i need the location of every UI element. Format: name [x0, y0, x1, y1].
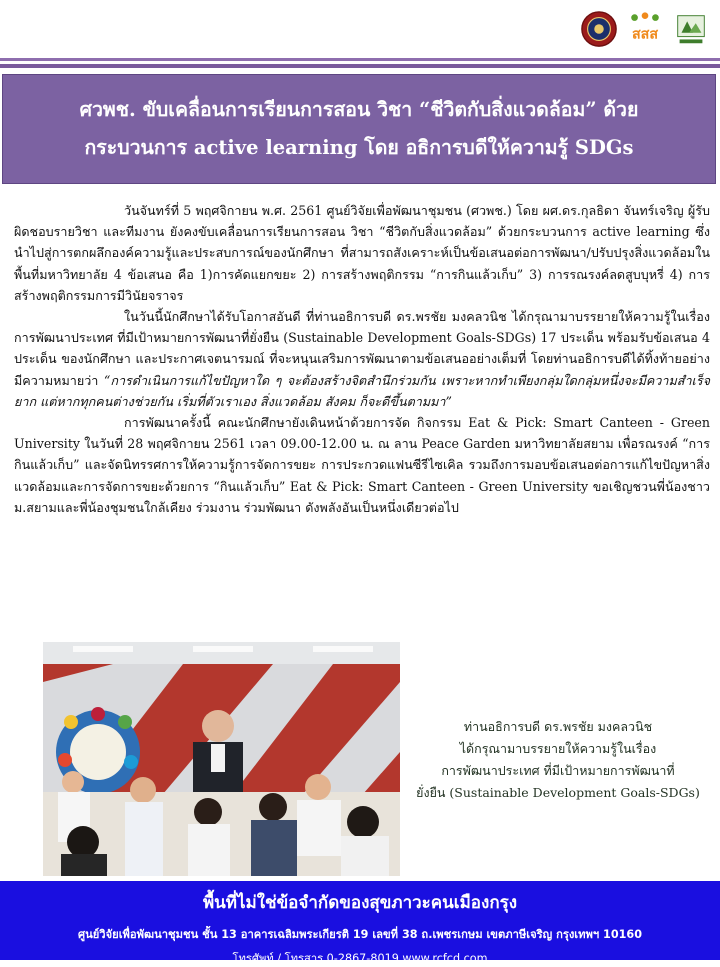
footer-banner — [0, 881, 720, 965]
article-paragraph-3: การพัฒนาครั้งนี้ คณะนักศึกษายังเดินหน้าด้วยการจัด กิจกรรม Eat & Pick: Smart Canteen - Green University ในวันที่ 28 พฤศจิกายน 2561 เวลา 09.00-12.00 น. ณ ลาน Peace Garden มหาวิทยาลัยสยาม เพื่อรณรงค์ “การกินแล้วเก็บ” และจัดนิทรรศการให้ความรู้การจัดการขยะ การประกวดแฟนซีรีไซเคิล รวมถึงการมอบข้อเสนอต่อการแก้ไขปัญหาสิ่งแวดล้อมและการจัดการขยะด้วยการ “กินแล้วเก็บ” Eat & Pick: Smart Canteen - Green University ขอเชิญชวนพี่น้องชาว ม.สยามและพี่น้องชุมชนใกล้เคียง ร่วมงาน ร่วมพัฒนา ดังพลังอันเป็นหนึ่งเดียวต่อไป — [14, 415, 710, 515]
caption-line-3: การพัฒนาประเทศ ที่มีเป้าหมายการพัฒนาที่ — [441, 763, 675, 778]
thaihealth-logo-icon — [626, 10, 664, 48]
caption-line-1: ท่านอธิการบดี ดร.พรชัย มงคลวนิช — [463, 719, 653, 734]
caption-line-2: ได้กรุณามาบรรยายให้ความรู้ในเรื่อง — [459, 741, 657, 756]
footer-slogan: พื้นที่ไม่ใช่ข้อจำกัดของสุขภาวะคนเมืองกรุง — [202, 893, 518, 913]
header-rule-thick — [0, 64, 720, 68]
photo-caption — [402, 716, 714, 804]
svg-text:สสส: สสส — [631, 26, 659, 43]
header-logos — [580, 10, 710, 48]
title-banner — [2, 74, 716, 184]
caption-line-4: ยั่งยืน (Sustainable Development Goals-SDGs) — [416, 785, 700, 800]
article-body — [14, 200, 710, 518]
article-paragraph-1: วันจันทร์ที่ 5 พฤศจิกายน พ.ศ. 2561 ศูนย์วิจัยเพื่อพัฒนาชุมชน (ศวพช.) โดย ผศ.ดร.กุลธิดา จันทร์เจริญ ผู้รับผิดชอบรายวิชา และทีมงาน ยังคงขับเคลื่อนการเรียนการสอน วิชา “ชีวิตกับสิ่งแวดล้อม” ด้วยกระบวนการ active learning ซึ่งนำไปสู่การตกผลึกองค์ความรู้และประสบการณ์ของนักศึกษา ที่สามารถสังเคราะห์เป็นข้อเสนอต่อการพัฒนา/ปรับปรุงสิ่งแวดล้อมในพื้นที่มหาวิทยาลัย 4 ข้อเสนอ คือ 1)การคัดแยกขยะ 2) การสร้างพฤติกรรม “การกินแล้วเก็บ” 3) การรณรงค์ลดสูบบุหรี่ 4) การสร้างพฤติกรรมการมีวินัยจราจร — [14, 203, 710, 303]
title-line-2: กระบวนการ active learning โดย อธิการบดีให้ความรู้ SDGs — [84, 136, 634, 159]
header-rule — [0, 58, 720, 61]
paragraph-2-intro: ในวันนี้นักศึกษาได้รับโอกาสอันดี ที่ท่านอธิการบดี ดร.พรชัย มงคลวนิช ได้กรุณามาบรรยายให้ความรู้ในเรื่องการพัฒนาประเทศ ที่มีเป้าหมายการพัฒนาที่ยั่งยืน (Sustainable Development Goals-SDGs) 17 ประเด็น พร้อมรับข้อเสนอ 4 ประเด็น ของนักศึกษา และประกาศเจตนารมณ์ ที่จะหนุนเสริมการพัฒนาตามข้อเสนออย่างเต็มที่ โดยท่านอธิการบดีได้ทิ้งท้ายอย่างมีความหมายว่า — [14, 309, 710, 388]
title-line-1: ศวพช. ขับเคลื่อนการเรียนการสอน วิชา “ชีวิตกับสิ่งแวดล้อม” ด้วย — [79, 98, 639, 121]
lecture-photo — [43, 642, 400, 876]
rcfcd-logo-icon — [672, 10, 710, 48]
footer-address: ศูนย์วิจัยเพื่อพัฒนาชุมชน ชั้น 13 อาคารเฉลิมพระเกียรติ 19 เลขที่ 38 ถ.เพชรเกษม เขตภาษีเจริญ กรุงเทพฯ 10160 — [78, 928, 642, 941]
footer-contact: โทรศัพท์ / โทรสาร 0-2867-8019 www.rcfcd.com — [232, 952, 488, 965]
lecture-photo-icon — [43, 642, 400, 876]
article-paragraph-2 — [14, 306, 710, 412]
rector-quote: “การดำเนินการแก้ไขปัญหาใด ๆ จะต้องสร้างจิตสำนึกร่วมกัน เพราะหากทำเพียงกลุ่มใดกลุ่มหนึ่งจะมีความสำเร็จยาก แต่หากทุกคนต่างช่วยกัน เริ่มที่ตัวเราเอง สิ่งแวดล้อม สังคม ก็จะดีขึ้นตามมา” — [14, 372, 710, 409]
siam-university-seal-icon — [580, 10, 618, 48]
